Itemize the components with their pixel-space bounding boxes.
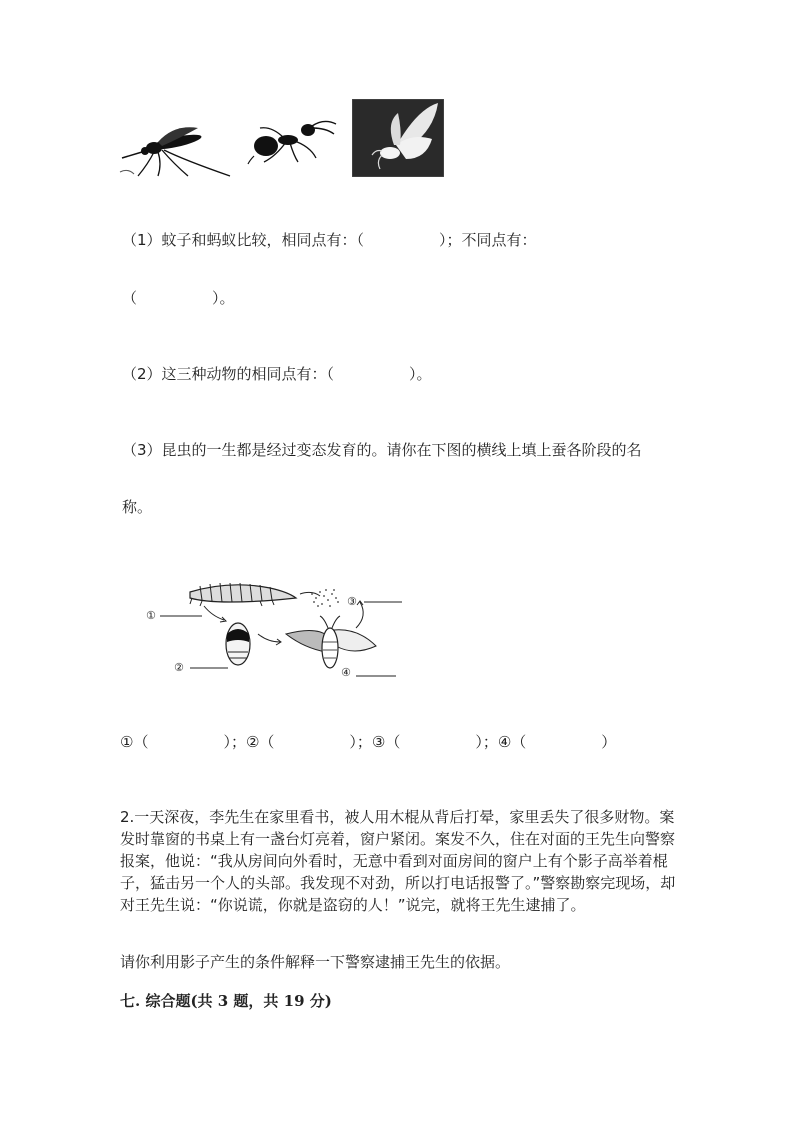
pupa-illustration: [226, 623, 250, 665]
stage-number-2: ②: [174, 661, 184, 674]
problem-2-prompt: 请你利用影子产生的条件解释一下警察逮捕王先生的依据。: [120, 953, 511, 971]
question-1-line-1: （1）蚊子和蚂蚁比较，相同点有：（ ）；不同点有：: [122, 231, 537, 249]
question-1-line-2: （ ）。: [122, 289, 235, 307]
question-3-line-1: （3）昆虫的一生都是经过变态发育的。请你在下图的横线上填上蚕各阶段的名: [122, 441, 642, 459]
question-2-line: （2）这三种动物的相同点有：（ ）。: [122, 365, 432, 383]
ant-image: [246, 116, 340, 166]
eggs-illustration: [311, 589, 339, 607]
mosquito-image: [118, 120, 236, 178]
lifecycle-answer-line: ①（ ）；②（ ）；③（ ）；④（ ）: [120, 733, 617, 751]
stage-number-1: ①: [146, 609, 156, 622]
stage-number-4: ④: [341, 666, 351, 679]
problem-2-text: 2.一天深夜，李先生在家里看书，被人用木棍从背后打晕，家里丢失了很多财物。案发时靠窗的书桌上有一盏台灯亮着，窗户紧闭。案发不久，住在对面的王先生向警察报案，他说：“我从房间向外看时，无意中看到对面房间的窗户上有个影子高举着棍子，猛击另一个人的头部。我发现不对劲，所以打电话报警了。”警察勘察完现场，却对王先生说：“你说谎，你就是盗窃的人！”说完，就将王先生逮捕了。: [120, 808, 676, 914]
moth-illustration: [286, 616, 376, 668]
stage-number-3: ③: [347, 595, 357, 608]
question-3-line-2: 称。: [122, 498, 153, 516]
moth-image: [352, 99, 444, 177]
larva-illustration: [190, 583, 296, 606]
section-title: 七. 综合题(共 3 题，共 19 分): [120, 992, 332, 1010]
